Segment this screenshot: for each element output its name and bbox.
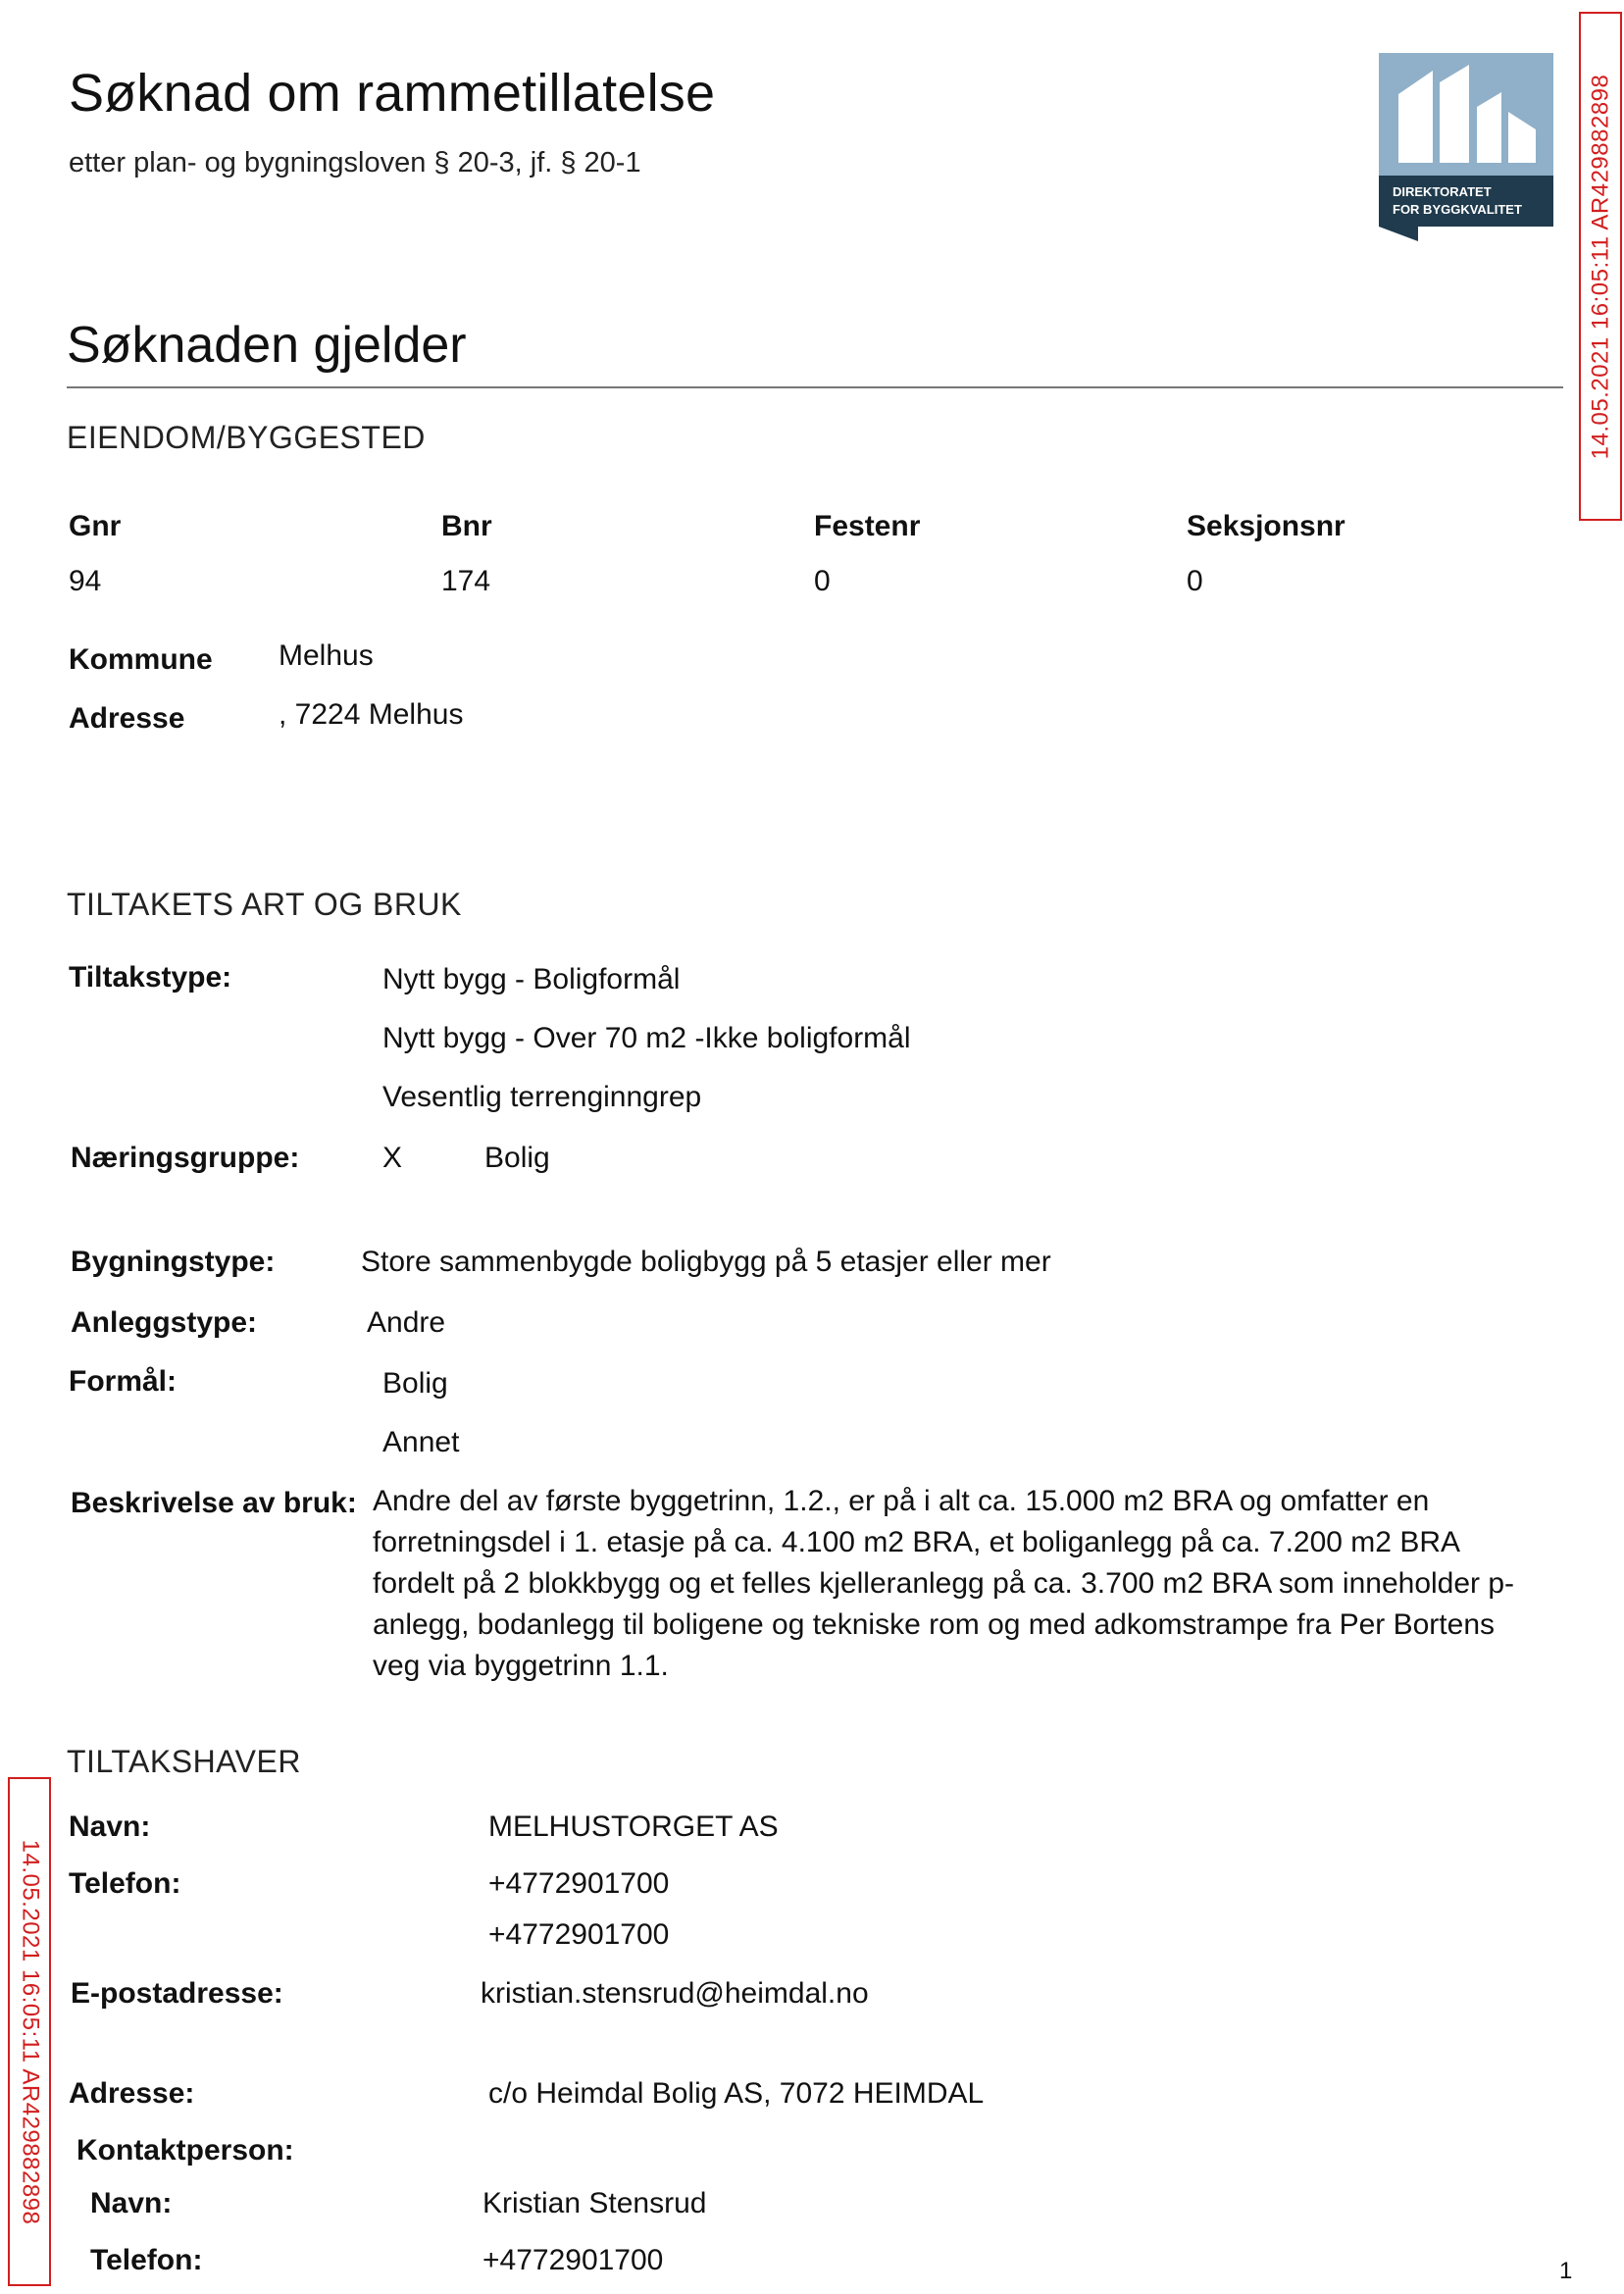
- formal-label: Formål:: [69, 1365, 178, 1398]
- eiendom-heading: EIENDOM/BYGGESTED: [67, 420, 426, 455]
- tiltakshaver-navn-label: Navn:: [69, 1810, 151, 1843]
- adresse-value: , 7224 Melhus: [279, 698, 464, 731]
- tiltakshaver-epost-value: kristian.stensrud@heimdal.no: [481, 1977, 869, 2010]
- gnr-label: Gnr: [69, 510, 122, 542]
- tiltakshaver-telefon-value-2: +4772901700: [488, 1918, 670, 1951]
- receipt-stamp-top-text: 14.05.2021 16:05:11 AR429882898: [1587, 74, 1613, 459]
- bnr-value: 174: [441, 565, 491, 597]
- festenr-label: Festenr: [814, 510, 921, 542]
- dibk-logo: [1379, 53, 1553, 241]
- beskrivelse-label: Beskrivelse av bruk:: [71, 1487, 357, 1519]
- formal-value-1: Bolig: [382, 1367, 448, 1400]
- kommune-label: Kommune: [69, 643, 213, 676]
- tiltakshaver-adresse-value: c/o Heimdal Bolig AS, 7072 HEIMDAL: [488, 2077, 985, 2110]
- gnr-value: 94: [69, 565, 102, 597]
- tiltakstype-label: Tiltakstype:: [69, 961, 232, 994]
- festenr-value: 0: [814, 565, 831, 597]
- bnr-label: Bnr: [441, 510, 492, 542]
- beskrivelse-value: Andre del av første byggetrinn, 1.2., er på i alt ca. 15.000 m2 BRA og omfatter en forretningsdel i 1. etasje på ca. 4.100 m2 BRA, et boliganlegg på ca. 7.200 m2 BRA fordelt på 2 blokkbygg og et felles kjelleranlegg på ca. 3.700 m2 BRA som inneholder p-anlegg, bodanlegg til boligene og tekniske rom og med adkomstrampe fra Per Bortens veg via byggetrinn 1.1.: [373, 1485, 1515, 1682]
- tiltakshaver-telefon-label: Telefon:: [69, 1867, 181, 1900]
- tiltakshaver-navn-value: MELHUSTORGET AS: [488, 1810, 779, 1843]
- section-heading: Søknaden gjelder: [67, 317, 467, 374]
- formal-value-2: Annet: [382, 1426, 460, 1458]
- document-subtitle: etter plan- og bygningsloven § 20-3, jf. § 20-1: [69, 147, 641, 178]
- document-title: Søknad om rammetillatelse: [69, 64, 716, 123]
- logo-line-1: DIREKTORATET: [1393, 184, 1492, 199]
- anleggstype-label: Anleggstype:: [71, 1306, 258, 1339]
- naeringsgruppe-code: X: [382, 1142, 403, 1174]
- section-divider: [67, 386, 1563, 388]
- kontaktperson-navn-value: Kristian Stensrud: [482, 2187, 707, 2219]
- adresse-label: Adresse: [69, 702, 185, 735]
- dibk-logo-icon: [1379, 53, 1553, 241]
- kontaktperson-telefon-value: +4772901700: [482, 2244, 664, 2276]
- tiltakshaver-epost-label: E-postadresse:: [71, 1977, 283, 2010]
- kontaktperson-label: Kontaktperson:: [76, 2134, 294, 2167]
- kontaktperson-telefon-label: Telefon:: [90, 2244, 203, 2276]
- receipt-stamp-left: [8, 1777, 51, 2286]
- naeringsgruppe-label: Næringsgruppe:: [71, 1142, 300, 1174]
- anleggstype-value: Andre: [367, 1306, 446, 1339]
- tiltakstype-value-1: Nytt bygg - Boligformål: [382, 963, 681, 995]
- tiltakstype-value-2: Nytt bygg - Over 70 m2 -Ikke boligformål: [382, 1022, 911, 1054]
- seksjonsnr-value: 0: [1187, 565, 1203, 597]
- tiltakstype-value-3: Vesentlig terrenginngrep: [382, 1081, 702, 1113]
- bygningstype-value: Store sammenbygde boligbygg på 5 etasjer eller mer: [361, 1246, 1051, 1278]
- tiltakshaver-heading: TILTAKSHAVER: [67, 1744, 301, 1779]
- tiltakshaver-telefon-value-1: +4772901700: [488, 1867, 670, 1900]
- receipt-stamp-top: [1579, 12, 1622, 521]
- seksjonsnr-label: Seksjonsnr: [1187, 510, 1345, 542]
- naeringsgruppe-value: Bolig: [484, 1142, 550, 1174]
- tiltak-heading: TILTAKETS ART OG BRUK: [67, 887, 462, 922]
- tiltakshaver-adresse-label: Adresse:: [69, 2077, 195, 2110]
- kontaktperson-navn-label: Navn:: [90, 2187, 173, 2219]
- page-number: 1: [1559, 2258, 1573, 2284]
- receipt-stamp-left-text: 14.05.2021 16:05:11 AR429882898: [17, 1839, 43, 2224]
- kommune-value: Melhus: [279, 639, 374, 672]
- bygningstype-label: Bygningstype:: [71, 1246, 276, 1278]
- logo-line-2: FOR BYGGKVALITET: [1393, 202, 1522, 217]
